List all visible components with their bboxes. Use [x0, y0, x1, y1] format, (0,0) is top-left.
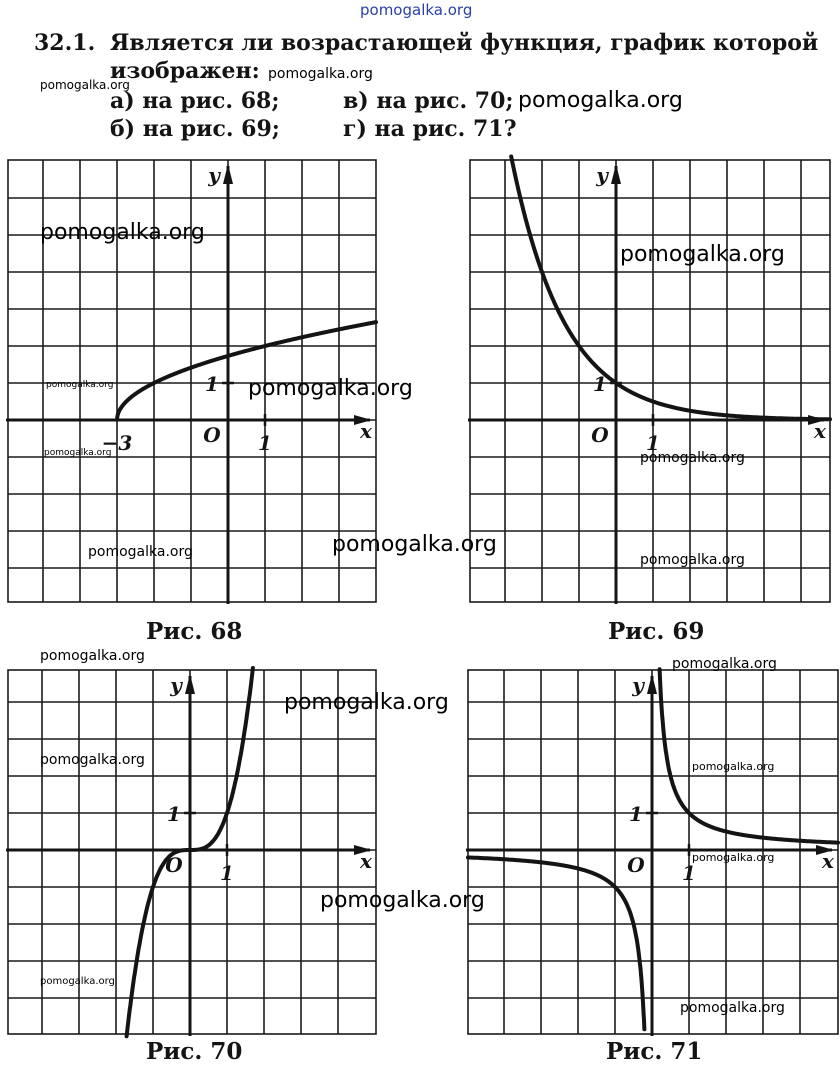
question-line-2: изображен:	[110, 58, 260, 84]
function-curve	[660, 669, 838, 842]
x-tick-label: 1	[258, 431, 272, 455]
question-line-1: Является ли возрастающей функция, график которой	[110, 30, 819, 56]
x-axis-label: x	[360, 849, 372, 873]
watermark: pomogalka.org	[40, 648, 145, 664]
option-g: г) на рис. 71?	[343, 116, 517, 142]
figure-70-graph	[0, 658, 380, 1058]
option-b: б) на рис. 69;	[110, 116, 280, 142]
origin-label: O	[203, 423, 221, 447]
y-axis-label: y	[170, 673, 182, 697]
figure-70-caption: Рис. 70	[146, 1038, 243, 1065]
y-axis-arrow	[647, 674, 657, 694]
function-curve	[117, 322, 376, 417]
watermark: pomogalka.org	[268, 66, 373, 82]
watermark: pomogalka.org	[320, 888, 485, 913]
x-tick-label: 1	[220, 861, 234, 885]
origin-label: O	[591, 423, 609, 447]
x-tick-label: 1	[646, 431, 660, 455]
y-tick-label: 1	[205, 372, 219, 396]
y-tick-label: 1	[167, 802, 181, 826]
watermark: pomogalka.org	[518, 88, 683, 113]
y-tick-label: 1	[593, 372, 607, 396]
y-axis-label: y	[596, 163, 608, 187]
function-curve	[511, 157, 830, 420]
y-axis-arrow	[611, 164, 621, 184]
figure-69-graph	[464, 150, 840, 610]
y-axis-arrow	[185, 674, 195, 694]
figure-69-caption: Рис. 69	[608, 618, 705, 645]
watermark: pomogalka.org	[332, 532, 497, 557]
y-axis-label: y	[208, 163, 220, 187]
watermark: pomogalka.org	[44, 448, 112, 458]
grid	[470, 160, 830, 602]
watermark: pomogalka.org	[40, 78, 130, 92]
grid-border	[470, 160, 830, 602]
watermark: pomogalka.org	[40, 220, 205, 245]
watermark: pomogalka.org	[692, 851, 775, 864]
x-axis-label: x	[822, 849, 834, 873]
watermark: pomogalka.org	[640, 450, 745, 466]
watermark: pomogalka.org	[248, 376, 413, 401]
origin-label: O	[165, 853, 183, 877]
watermark: pomogalka.org	[692, 760, 775, 773]
watermark: pomogalka.org	[88, 544, 193, 560]
option-a: а) на рис. 68;	[110, 88, 280, 114]
x-tick-label-minus-3: −3	[101, 431, 133, 455]
y-tick-label: 1	[629, 802, 643, 826]
watermark: pomogalka.org	[680, 1000, 785, 1016]
watermark: pomogalka.org	[40, 976, 115, 987]
figure-71-caption: Рис. 71	[606, 1038, 703, 1065]
figure-71-graph	[464, 658, 840, 1058]
option-v: в) на рис. 70;	[343, 88, 514, 114]
watermark: pomogalka.org	[284, 690, 449, 715]
x-axis-label: x	[814, 419, 826, 443]
x-axis-label: x	[360, 419, 372, 443]
origin-label: O	[627, 853, 645, 877]
figure-68-caption: Рис. 68	[146, 618, 243, 645]
y-axis-label: y	[632, 673, 644, 697]
problem-number: 32.1.	[34, 30, 96, 56]
watermark-top: pomogalka.org	[360, 1, 473, 19]
y-axis-arrow	[223, 164, 233, 184]
watermark: pomogalka.org	[620, 242, 785, 267]
watermark: pomogalka.org	[640, 552, 745, 568]
watermark: pomogalka.org	[672, 656, 777, 672]
function-curve	[468, 857, 644, 1029]
x-tick-label: 1	[682, 861, 696, 885]
watermark: pomogalka.org	[40, 752, 145, 768]
watermark: pomogalka.org	[46, 380, 114, 390]
